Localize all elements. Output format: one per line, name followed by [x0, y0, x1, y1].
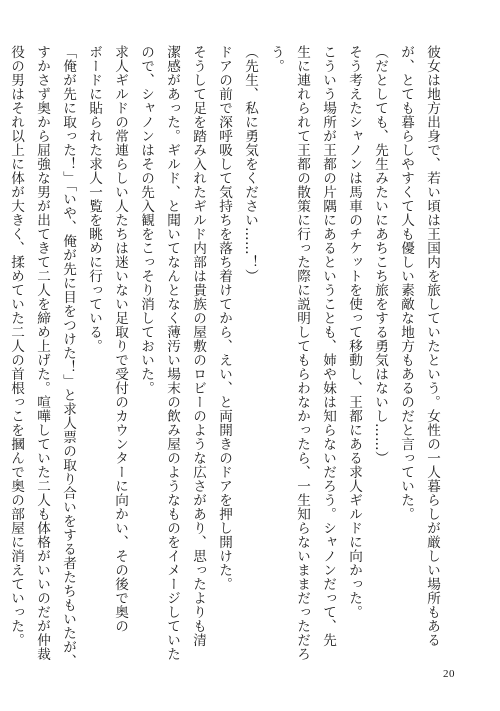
text-line: 求人ギルドの常連らしい人たちは迷いない足取りで受付のカウンターに向かい、その後で奥の	[112, 45, 128, 633]
text-line: こういう場所が王都の片隅にあるということも、姉や妹は知らないだろう。シャノンだって、先	[320, 45, 336, 647]
text-line: 生に連れられて王都の散策に行った際に説明してもらわなかったら、一生知らないままだっただろ	[294, 45, 310, 661]
text-line: （だとしても、先生みたいにあちこち旅をする勇気はないし……）	[372, 45, 388, 465]
text-line: すかさず奥から屈強な男が出てきて二人を締め上げた。喧嘩していた二人も体格がいいのだが仲裁	[34, 45, 50, 661]
text-line: ドアの前で深呼吸して気持ちを落ち着けてから、えい、と両開きのドアを押し開けた。	[216, 45, 232, 591]
text-line: ボードに貼られた求人一覧を眺めに行っている。	[86, 45, 102, 353]
text-line: 役の男はそれ以上に体が大きく、揉めていた二人の首根っこを摑んで奥の部屋に消えていった。	[8, 45, 24, 647]
text-line: ので、シャノンはその先入観をこっそり消しておいた。	[138, 45, 154, 395]
text-line: （先生、私に勇気をください……！）	[242, 45, 258, 283]
text-line: 彼女は地方出身で、若い頃は王国内を旅していたという。女性の一人暮らしが厳しい場所もある	[424, 45, 440, 647]
text-line: う。	[268, 45, 284, 73]
body-text	[3, 45, 445, 669]
text-line: 「俺が先に取った！」「いや、俺が先に目をつけた！」と求人票の取り合いをする者たちもいたが、	[60, 45, 76, 669]
text-line: 潔感があった。ギルド、と聞いてなんとなく薄汚い場末の飲み屋のようなものをイメージしていた	[164, 45, 180, 661]
text-line: が、とても暮らしやすくて人も優しい素敵な地方もあるのだと言っていた。	[398, 45, 414, 521]
text-line: そう考えたシャノンは馬車のチケットを使って移動し、王都にある求人ギルドに向かった。	[346, 45, 362, 619]
text-line: そうして足を踏み入れたギルド内部は貴族の屋敷のロビーのような広さがあり、思ったよりも清	[190, 45, 206, 647]
page-number: 20	[443, 668, 455, 680]
